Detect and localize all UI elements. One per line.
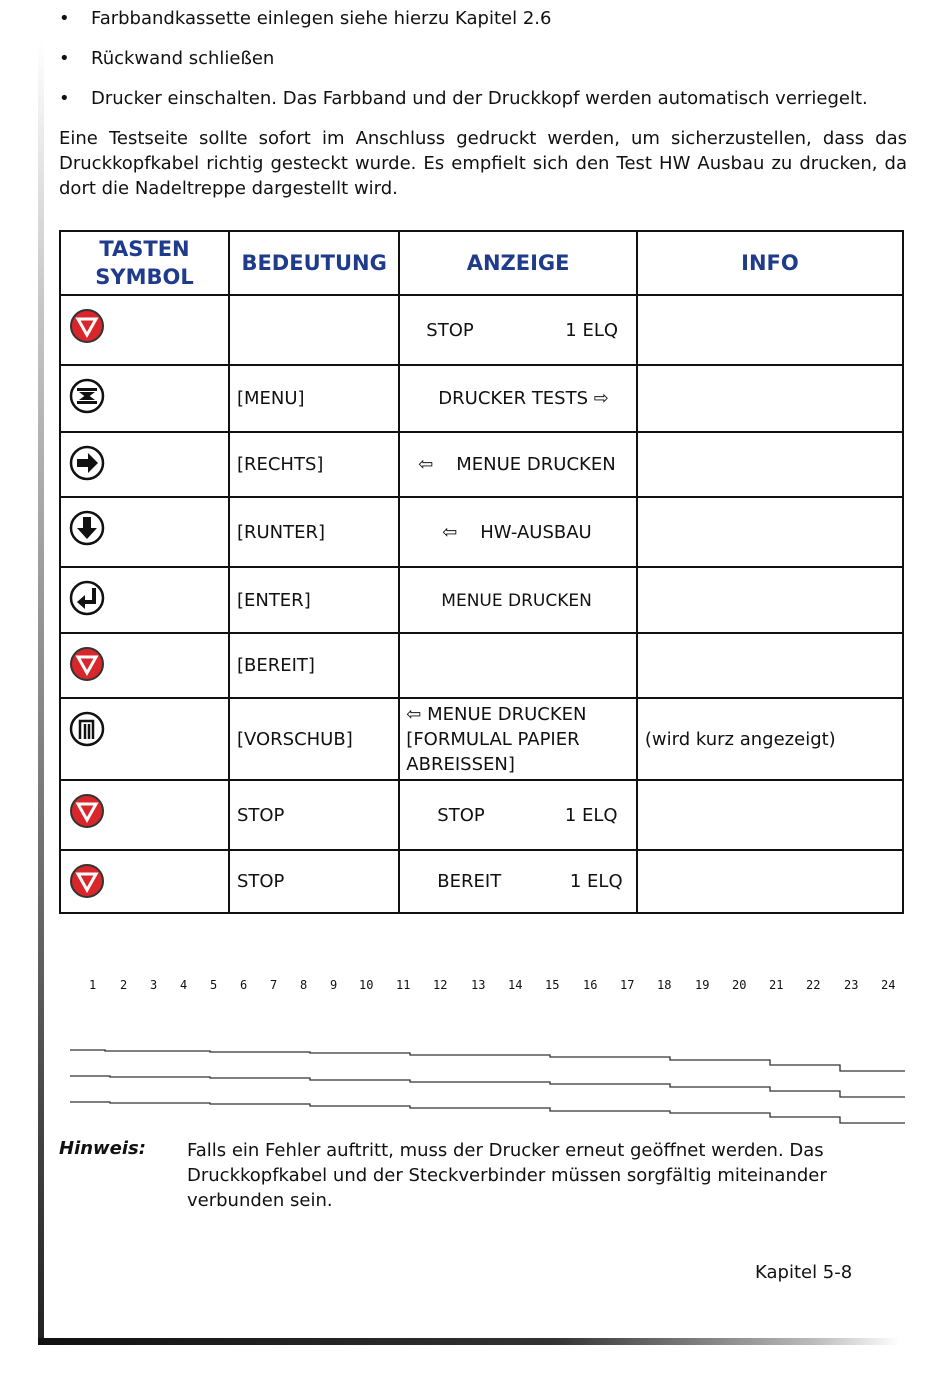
display-text: DRUCKER TESTS ⇨: [438, 388, 609, 409]
ruler-number: 11: [396, 978, 411, 992]
ruler-number: 15: [545, 978, 560, 992]
key-symbol-cell: [60, 497, 229, 567]
needle-staircase-lines: [70, 1040, 910, 1130]
ruler-number: 3: [150, 978, 158, 992]
info-cell: [637, 567, 903, 633]
ruler-number: 5: [210, 978, 218, 992]
display-cell: [399, 497, 637, 567]
ruler-number: 4: [180, 978, 188, 992]
meaning-cell: STOP: [229, 780, 399, 850]
ruler-number: 24: [881, 978, 896, 992]
key-symbol-cell: [60, 780, 229, 850]
intro-paragraph: Eine Testseite sollte sofort im Anschluss gedruckt werden, um sicherzustellen, dass das Druckkopfkabel richtig gesteckt wurde. Es empfielt sich den Test HW Ausbau zu drucken, da dort die Nadeltreppe dargestellt wird.: [59, 128, 907, 199]
display-cell: [399, 295, 637, 365]
info-cell: [637, 497, 903, 567]
ruler-number: 6: [240, 978, 248, 992]
ruler-number: 16: [583, 978, 598, 992]
display-cell: ⇦ MENUE DRUCKEN [FORMULAL PAPIER ABREISSEN]: [399, 698, 637, 780]
info-cell: [637, 633, 903, 698]
right-arrow-icon: [69, 445, 105, 481]
ruler-number: 13: [471, 978, 486, 992]
table-row: [60, 497, 903, 567]
ruler-number: 10: [359, 978, 374, 992]
key-symbol-cell: [60, 432, 229, 497]
bullet-item: [59, 6, 907, 46]
key-symbol-cell: [60, 850, 229, 913]
ruler-number: 23: [844, 978, 859, 992]
bullet-marker: •: [59, 8, 70, 29]
page-bottom-border: [38, 1338, 900, 1345]
meaning-cell: [BEREIT]: [229, 633, 399, 698]
bullet-marker: •: [59, 88, 70, 109]
info-cell: [637, 295, 903, 365]
ruler-number: 8: [300, 978, 308, 992]
info-cell: [637, 780, 903, 850]
menu-icon: [69, 378, 105, 414]
ruler-number: 18: [657, 978, 672, 992]
info-cell: (wird kurz angezeigt): [637, 698, 903, 780]
display-cell: [399, 432, 637, 497]
bullet-text: Drucker einschalten. Das Farbband und der Druckkopf werden automatisch verriegelt.: [91, 88, 868, 109]
bullet-text: Farbbandkassette einlegen siehe hierzu Kapitel 2.6: [91, 8, 552, 29]
display-text: BEREIT 1 ELQ: [437, 871, 623, 892]
table-row: [60, 633, 903, 698]
info-cell: [637, 432, 903, 497]
ruler-number: 1: [89, 978, 97, 992]
table-row: [60, 780, 903, 850]
meaning-cell: [RUNTER]: [229, 497, 399, 567]
meaning-cell: [VORSCHUB]: [229, 698, 399, 780]
feed-icon: [69, 711, 105, 747]
display-text: STOP 1 ELQ: [437, 804, 618, 826]
display-cell: [399, 780, 637, 850]
meaning-cell: STOP: [229, 850, 399, 913]
ruler-number: 7: [270, 978, 278, 992]
meaning-cell: [ENTER]: [229, 567, 399, 633]
table-row: [60, 698, 903, 780]
key-symbol-cell: [60, 365, 229, 432]
meaning-cell: [229, 295, 399, 365]
table-row: [60, 850, 903, 913]
bullet-marker: •: [59, 48, 70, 69]
note-label: Hinweis:: [59, 1138, 146, 1159]
key-symbol-cell: [60, 295, 229, 365]
info-cell: [637, 850, 903, 913]
meaning-cell: [RECHTS]: [229, 432, 399, 497]
key-symbol-cell: [60, 698, 229, 780]
display-cell: [399, 365, 637, 432]
display-text: ⇦ HW-AUSBAU: [442, 521, 592, 543]
key-symbol-cell: [60, 633, 229, 698]
table-row: [60, 365, 903, 432]
display-text: ⇦ MENUE DRUCKEN: [418, 454, 616, 475]
display-cell: [399, 850, 637, 913]
needle-ruler: [75, 978, 905, 998]
header-info: INFO: [637, 231, 903, 295]
ruler-number: 19: [695, 978, 710, 992]
stop-icon: [69, 793, 105, 829]
bullet-list: [59, 6, 907, 126]
table-row: [60, 432, 903, 497]
ruler-number: 22: [806, 978, 821, 992]
key-symbol-cell: [60, 567, 229, 633]
info-cell: [637, 365, 903, 432]
enter-icon: [69, 580, 105, 616]
ruler-number: 2: [120, 978, 128, 992]
ruler-number: 12: [433, 978, 448, 992]
bullet-item: [59, 86, 907, 126]
display-cell: [399, 633, 637, 698]
meaning-cell: [MENU]: [229, 365, 399, 432]
header-meaning: BEDEUTUNG: [229, 231, 399, 295]
display-text: STOP 1 ELQ: [426, 319, 619, 341]
table-header-row: [60, 231, 903, 295]
ruler-number: 17: [620, 978, 635, 992]
page-left-border: [38, 40, 44, 1344]
stop-icon: [69, 308, 105, 344]
note-text: Falls ein Fehler auftritt, muss der Drucker erneut geöffnet werden. Das Druckkopfkabel und der Steckverbinder müssen sorgfältig miteinander verbunden sein.: [187, 1140, 827, 1211]
ruler-number: 20: [732, 978, 747, 992]
ruler-number: 14: [508, 978, 523, 992]
stop-icon: [69, 863, 105, 899]
header-display: ANZEIGE: [399, 231, 637, 295]
page-footer: Kapitel 5-8: [755, 1262, 853, 1283]
table-row: [60, 567, 903, 633]
down-arrow-icon: [69, 510, 105, 546]
ruler-number: 9: [330, 978, 338, 992]
bullet-text: Rückwand schließen: [91, 48, 275, 69]
bullet-item: [59, 46, 907, 86]
header-key-symbol: TASTEN SYMBOL: [60, 231, 229, 295]
key-table: [59, 230, 904, 914]
stop-icon: [69, 646, 105, 682]
display-text: MENUE DRUCKEN: [441, 590, 592, 611]
ruler-number: 21: [769, 978, 784, 992]
table-row: [60, 295, 903, 365]
display-cell: [399, 567, 637, 633]
